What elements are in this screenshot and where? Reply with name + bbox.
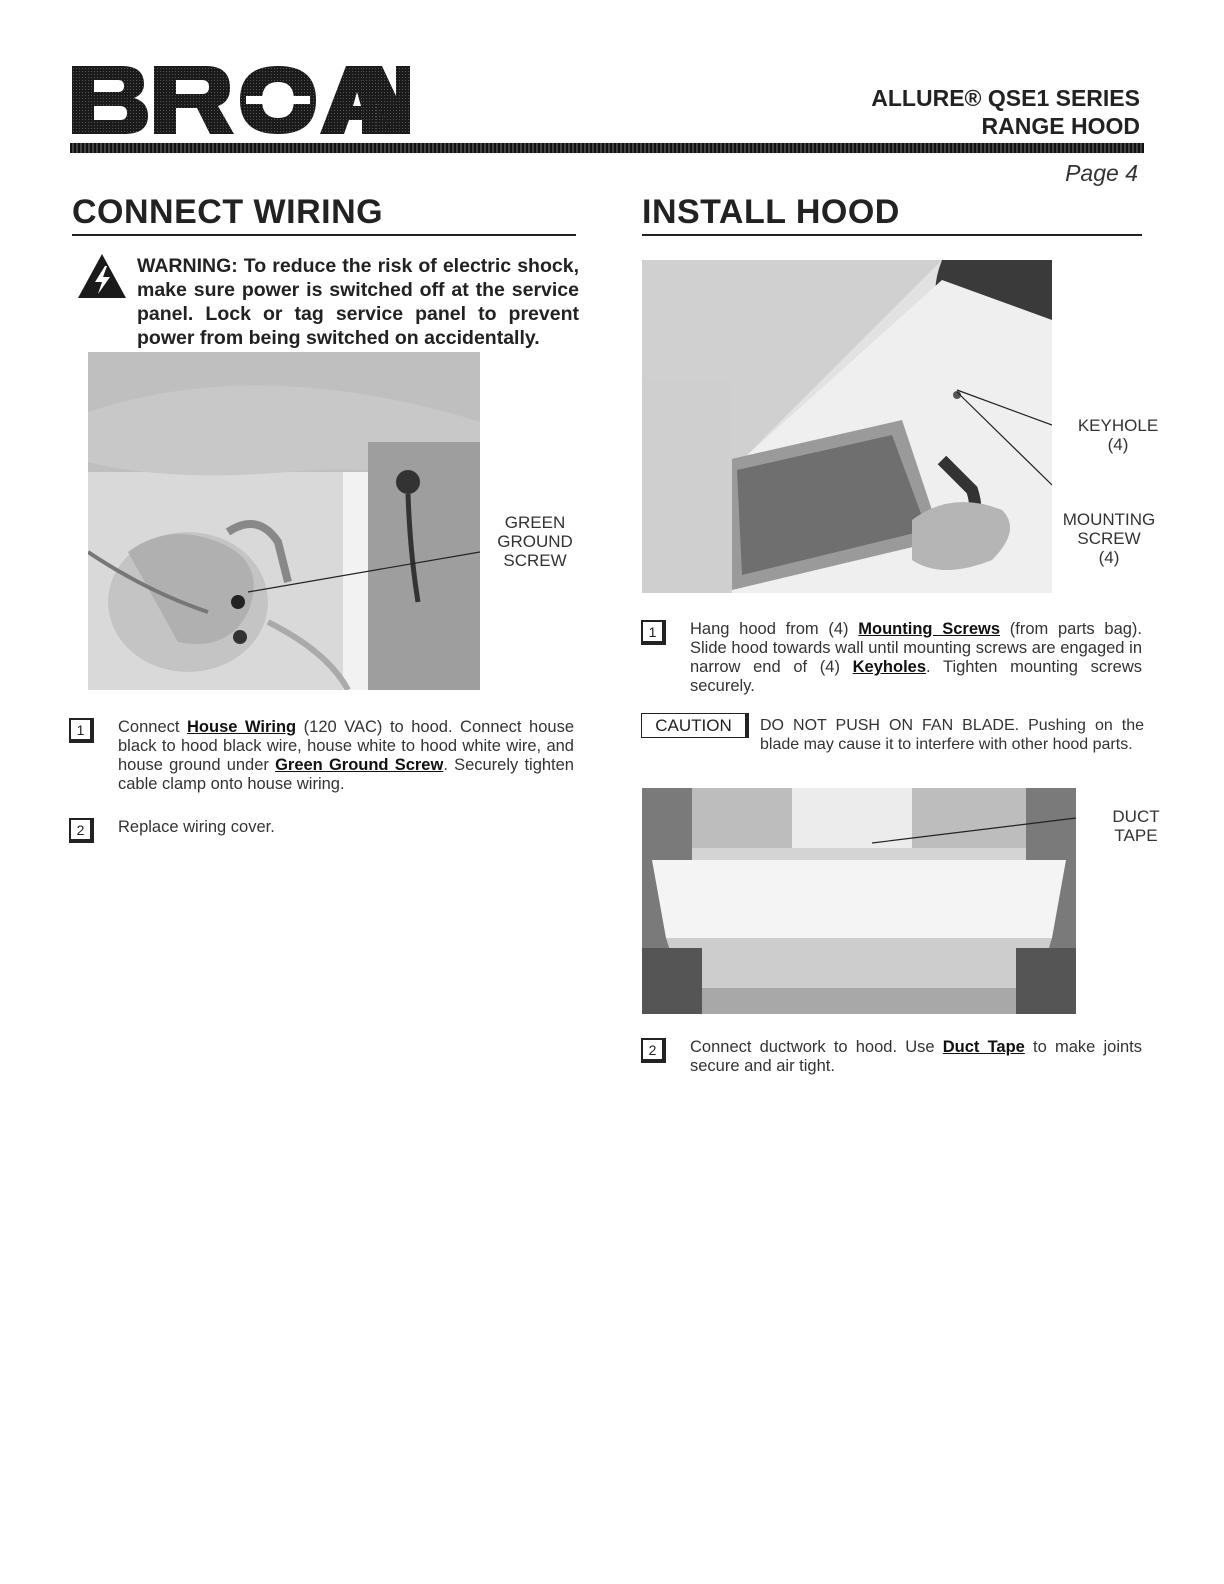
- callout-line: GROUND: [497, 532, 573, 551]
- callout-line: (4): [1098, 548, 1120, 567]
- connect-wiring-heading: CONNECT WIRING: [72, 193, 576, 236]
- callout-green-ground-screw: [488, 513, 582, 570]
- text-run: Connect ductwork to hood. Use: [690, 1038, 943, 1056]
- callout-mounting-screw: [1056, 510, 1162, 567]
- text-run: Connect: [118, 718, 187, 736]
- product-line-1: ALLURE® QSE1 SERIES: [871, 85, 1140, 111]
- step-number-box: 1: [69, 718, 94, 743]
- step-number-box: 1: [641, 620, 666, 645]
- product-line-2: RANGE HOOD: [981, 113, 1140, 139]
- page-number: Page 4: [1065, 160, 1138, 186]
- text-run: Hang hood from (4): [690, 620, 859, 638]
- install-hood-heading: INSTALL HOOD: [642, 193, 1142, 236]
- duct-tape-photo: [642, 788, 1076, 1014]
- electric-shock-warning-icon: [76, 252, 128, 300]
- keyholes-term: Keyholes: [852, 658, 927, 676]
- caution-text: DO NOT PUSH ON FAN BLADE. Pushing on the blade may cause it to interfere with other hood parts.: [760, 717, 1144, 753]
- text-run: (from parts bag). Slide hood towards wall until mounting screws are engaged in narrow end of (4): [690, 620, 1143, 676]
- callout-line: SCREW: [1077, 529, 1141, 548]
- callout-line: SCREW: [503, 551, 567, 570]
- wiring-step-1-text: [118, 718, 574, 794]
- callout-duct-tape: [1104, 807, 1168, 845]
- header-divider: [70, 143, 1144, 153]
- callout-line: DUCT: [1112, 807, 1160, 826]
- text-run: . Securely tighten cable clamp onto house wiring.: [118, 756, 574, 793]
- duct-tape-term: Duct Tape: [942, 1038, 1025, 1056]
- callout-line: TAPE: [1114, 826, 1158, 845]
- mounting-screws-term: Mounting Screws: [858, 620, 1001, 638]
- step-number-box: 2: [69, 818, 94, 843]
- callout-line: GREEN: [504, 513, 566, 532]
- callout-line: KEYHOLE: [1077, 416, 1159, 435]
- broan-logo-graphic: [70, 62, 415, 136]
- install-step-1-text: [690, 620, 1142, 696]
- broan-logo: [70, 62, 415, 136]
- warning-text: WARNING: To reduce the risk of electric shock, make sure power is switched off at the service panel. Lock or tag service panel to prevent power from being switched on accidentally.: [137, 255, 579, 349]
- green-ground-screw-term: Green Ground Screw: [275, 756, 444, 774]
- caution-label: CAUTION: [641, 713, 749, 738]
- text-run: to make joints secure and air tight.: [690, 1038, 1142, 1075]
- wiring-photo: [88, 352, 480, 690]
- wiring-step-2-text: Replace wiring cover.: [118, 818, 275, 836]
- house-wiring-term: House Wiring: [187, 718, 297, 736]
- step-number-box: 2: [641, 1038, 666, 1063]
- product-title: [871, 84, 1140, 140]
- callout-line: (4): [1107, 435, 1129, 454]
- callout-line: MOUNTING: [1062, 510, 1156, 529]
- text-run: . Tighten mounting screws securely.: [690, 658, 1142, 695]
- text-run: (120 VAC) to hood. Connect house black to hood black wire, house white to hood white wire, and house ground under: [118, 718, 575, 774]
- install-step-2-text: [690, 1038, 1142, 1076]
- callout-keyhole: [1070, 416, 1166, 454]
- install-hood-photo: [642, 260, 1052, 593]
